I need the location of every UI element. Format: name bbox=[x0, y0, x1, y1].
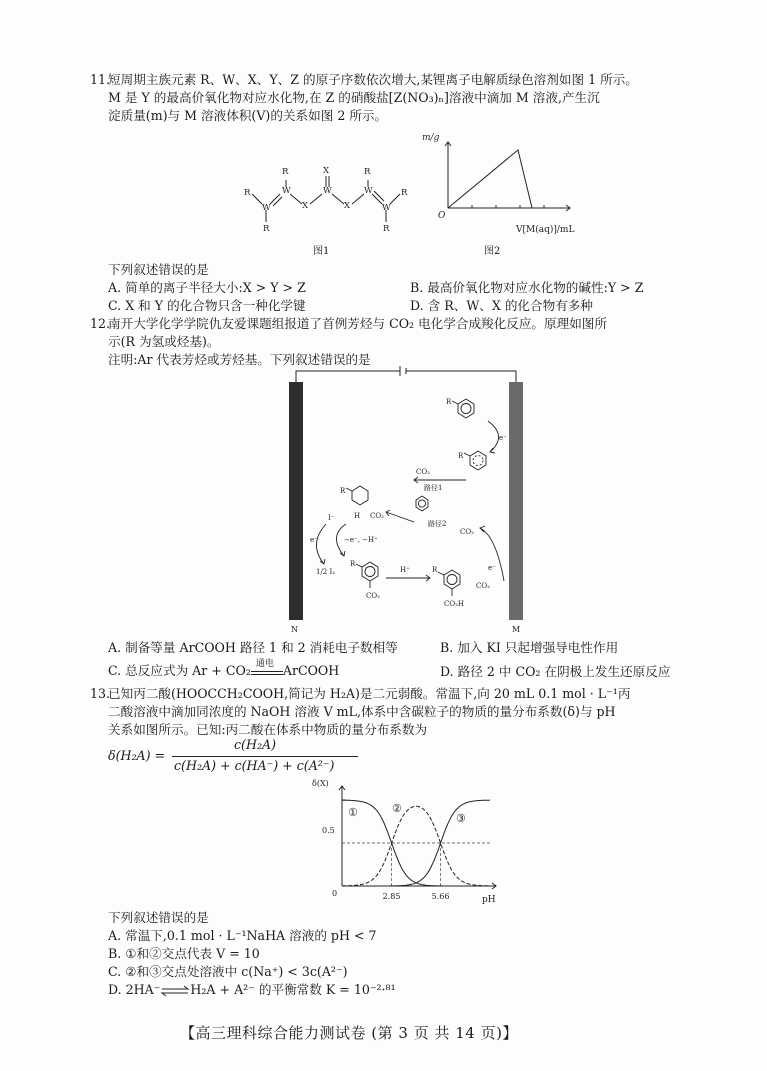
q12-number: 12. bbox=[90, 316, 111, 331]
q13-option-c: C. ②和③交点处溶液中 c(Na⁺) < 3c(A²⁻) bbox=[108, 964, 348, 979]
path2-label: 路径2 bbox=[428, 520, 447, 528]
q13-option-b: B. ①和②交点代表 V = 10 bbox=[108, 946, 260, 961]
q12-line2: 示(R 为氢或烃基)。 bbox=[108, 334, 220, 349]
equilibrium-arrow bbox=[160, 985, 190, 997]
chart-ytick-0.5: 0.5 bbox=[322, 826, 335, 835]
svg-text:W: W bbox=[282, 186, 291, 196]
q11-option-b: B. 最高价氧化物对应水化物的碱性:Y > Z bbox=[410, 280, 644, 295]
svg-text:e⁻: e⁻ bbox=[499, 434, 507, 442]
chart-xtick-2.85: 2.85 bbox=[382, 892, 401, 901]
q13-formula-numerator: c(H₂A) bbox=[234, 737, 277, 752]
path1-label: 路径1 bbox=[424, 484, 443, 492]
svg-text:W: W bbox=[262, 203, 271, 213]
svg-text:X: X bbox=[344, 201, 351, 211]
q11-stem: 下列叙述错误的是 bbox=[108, 262, 209, 277]
q12-option-c-prefix: C. 总反应式为 Ar + CO₂ bbox=[108, 663, 251, 678]
electrolysis-arrow bbox=[251, 658, 283, 679]
q11-line2: M 是 Y 的最高价氧化物对应水化物,在 Z 的硝酸盐[Z(NO₃)ₙ]溶液中滴加 M 溶液,产生沉 bbox=[108, 90, 600, 105]
curve-ha bbox=[342, 806, 490, 886]
chart-xtick-0: 0 bbox=[332, 889, 338, 898]
q11-option-a: A. 简单的离子半径大小:X > Y > Z bbox=[108, 280, 306, 295]
q12-electrolysis-diagram bbox=[282, 366, 532, 636]
svg-text:R: R bbox=[383, 224, 390, 234]
curve-label-1: ① bbox=[348, 806, 358, 819]
svg-text:H: H bbox=[354, 512, 361, 520]
svg-text:CO₂: CO₂ bbox=[370, 512, 384, 520]
chart-ylabel: δ(X) bbox=[312, 779, 329, 788]
page-footer: 【高三理科综合能力测试卷 (第 3 页 共 14 页)】 bbox=[180, 1024, 518, 1042]
chart-xlabel: pH bbox=[482, 895, 496, 905]
q13-formula-lhs: δ(H₂A) = bbox=[108, 748, 166, 763]
q13-option-d-prefix: D. 2HA⁻ bbox=[108, 982, 161, 997]
svg-text:R: R bbox=[350, 560, 356, 568]
curve-label-3: ③ bbox=[456, 812, 466, 825]
q11-option-d: D. 含 R、W、X 的化合物有多种 bbox=[410, 298, 593, 313]
svg-text:R: R bbox=[401, 188, 408, 198]
q13-stem: 下列叙述错误的是 bbox=[108, 910, 209, 925]
q13-number: 13. bbox=[90, 686, 111, 701]
svg-text:W: W bbox=[382, 203, 391, 213]
svg-text:CO₂: CO₂ bbox=[460, 528, 474, 536]
q11-fig2-xlabel: V[M(aq)]/mL bbox=[516, 225, 575, 235]
svg-text:X: X bbox=[302, 201, 309, 211]
electrode-m bbox=[509, 382, 523, 620]
q12-option-d: D. 路径 2 中 CO₂ 在阴极上发生还原反应 bbox=[440, 664, 671, 679]
q11-figure2-chart bbox=[420, 128, 580, 243]
svg-text:H⁺: H⁺ bbox=[400, 566, 410, 574]
q12-line3: 注明:Ar 代表芳烃或芳烃基。下列叙述错误的是 bbox=[108, 352, 371, 367]
q13-formula-bar bbox=[172, 756, 358, 757]
q11-fig2-caption: 图2 bbox=[484, 246, 501, 257]
svg-text:R: R bbox=[263, 224, 270, 234]
electrode-m-label: M bbox=[512, 625, 521, 634]
svg-text:1/2 I₂: 1/2 I₂ bbox=[316, 568, 336, 576]
q12-option-c bbox=[108, 658, 340, 679]
electrode-n-label: N bbox=[291, 625, 298, 634]
q13-option-a: A. 常温下,0.1 mol · L⁻¹NaHA 溶液的 pH < 7 bbox=[108, 928, 377, 943]
svg-text:CO₂H: CO₂H bbox=[444, 600, 465, 608]
svg-text:e⁻: e⁻ bbox=[488, 564, 496, 572]
q12-line1: 南开大学化学学院仇友爱课题组报道了首例芳烃与 CO₂ 电化学合成羧化反应。原理如图所 bbox=[108, 316, 607, 331]
q13-line2: 二酸溶液中滴加同浓度的 NaOH 溶液 V mL,体系中含碳粒子的物质的量分布系数(δ)与 pH bbox=[108, 704, 616, 719]
q12-option-c-suffix: ArCOOH bbox=[282, 663, 340, 678]
svg-text:−e⁻, −H⁺: −e⁻, −H⁺ bbox=[344, 536, 378, 544]
q11-option-c: C. X 和 Y 的化合物只含一种化学键 bbox=[108, 298, 306, 313]
svg-text:R: R bbox=[458, 452, 464, 460]
q12-option-c-arrow-label: 通电 bbox=[255, 658, 274, 669]
q11-number: 11. bbox=[90, 72, 111, 87]
q11-fig2-origin: O bbox=[438, 211, 446, 221]
svg-text:R: R bbox=[244, 188, 251, 198]
svg-text:I⁻: I⁻ bbox=[328, 514, 335, 522]
curve-label-2: ② bbox=[392, 802, 402, 815]
svg-text:R: R bbox=[432, 566, 438, 574]
q13-line3: 关系如图所示。已知:丙二酸在体系中物质的量分布系数为 bbox=[108, 722, 428, 737]
q13-distribution-chart bbox=[300, 772, 510, 908]
q13-formula-denominator: c(H₂A) + c(HA⁻) + c(A²⁻) bbox=[174, 758, 335, 773]
svg-text:R: R bbox=[340, 487, 346, 495]
svg-text:CO₂: CO₂ bbox=[366, 592, 380, 600]
electrode-n bbox=[289, 382, 303, 620]
q11-figure1-structure bbox=[230, 160, 420, 255]
svg-text:R: R bbox=[282, 167, 289, 177]
q11-fig1-caption: 图1 bbox=[313, 246, 330, 257]
svg-text:CO₂: CO₂ bbox=[476, 582, 490, 590]
svg-text:R: R bbox=[364, 167, 371, 177]
svg-text:CO₂: CO₂ bbox=[416, 468, 430, 476]
svg-text:e⁻: e⁻ bbox=[310, 536, 318, 544]
q13-option-d-suffix: H₂A + A²⁻ 的平衡常数 K = 10⁻²·⁸¹ bbox=[190, 982, 396, 997]
svg-text:R: R bbox=[446, 398, 452, 406]
q11-line1: 短周期主族元素 R、W、X、Y、Z 的原子序数依次增大,某锂离子电解质绿色溶剂如图 1 所示。 bbox=[108, 72, 638, 87]
q11-fig2-ylabel: m/g bbox=[422, 133, 440, 143]
q13-option-d bbox=[108, 982, 396, 998]
chart-xtick-5.66: 5.66 bbox=[431, 892, 450, 901]
q12-option-b: B. 加入 KI 只起增强导电性作用 bbox=[440, 640, 619, 655]
q12-option-a: A. 制备等量 ArCOOH 路径 1 和 2 消耗电子数相等 bbox=[108, 640, 398, 655]
q13-line1: 已知丙二酸(HOOCCH₂COOH,简记为 H₂A)是二元弱酸。常温下,向 20 mL 0.1 mol · L⁻¹丙 bbox=[108, 686, 631, 701]
q11-line3: 淀质量(m)与 M 溶液体积(V)的关系如图 2 所示。 bbox=[108, 108, 388, 123]
svg-text:W: W bbox=[323, 186, 332, 196]
svg-text:W: W bbox=[364, 186, 373, 196]
svg-text:X: X bbox=[323, 166, 330, 176]
